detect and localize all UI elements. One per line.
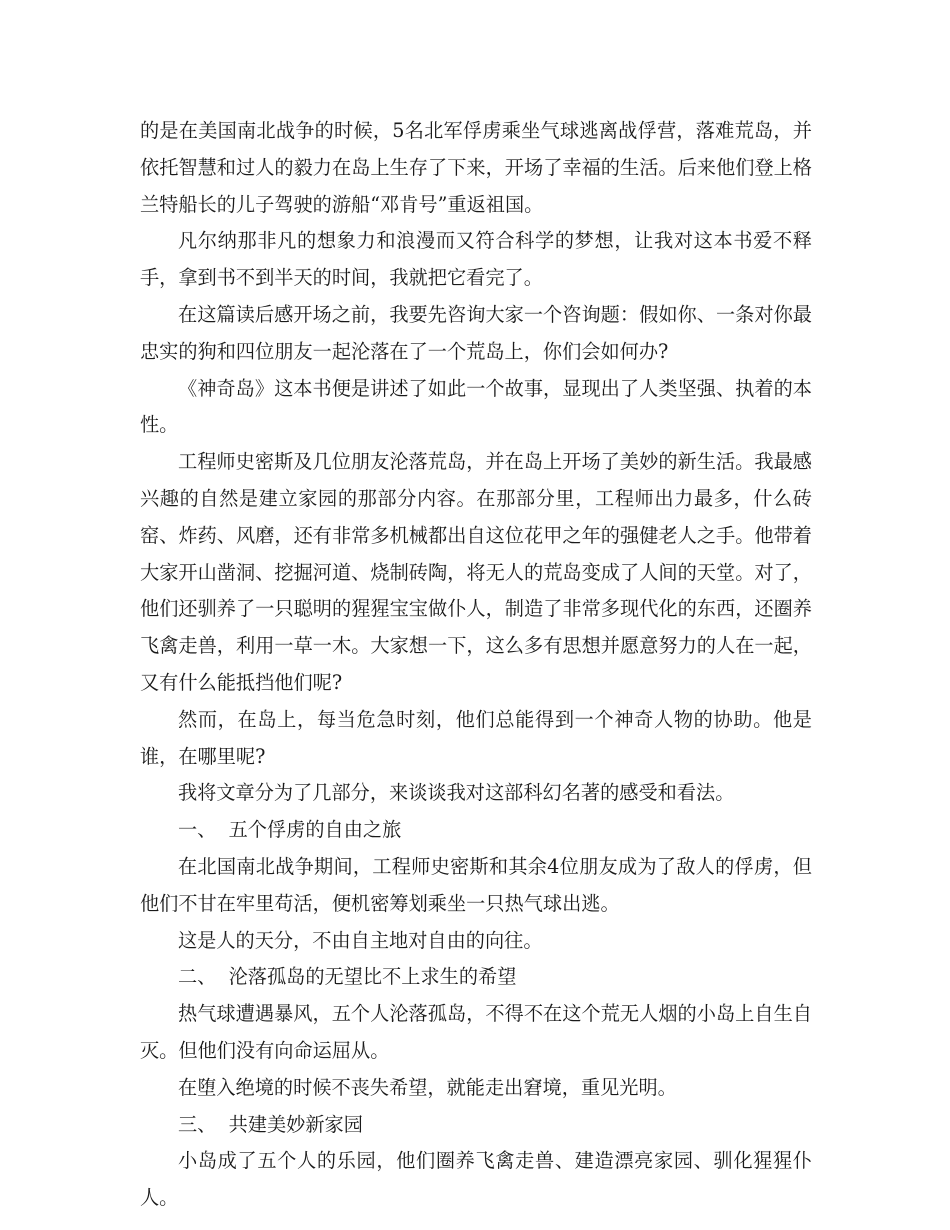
paragraph: 在堕入绝境的时候不丧失希望，就能走出窘境，重见光明。 <box>178 1075 677 1099</box>
paragraph: 然而，在岛上，每当危急时刻，他们总能得到一个神奇人物的协助。他是谁，在哪里呢? <box>140 707 812 768</box>
paragraph: 工程师史密斯及几位朋友沦落荒岛，并在岛上开场了美妙的新生活。我最感兴趣的自然是建立家园的那部分内容。在那部分里，工程师出力最多，什么砖窑、炸药、风磨，还有非常多机械都出自这位花甲之年的强健老人之手。他带着大家开山凿洞、挖掘河道、烧制砖陶，将无人的荒岛变成了人间的天堂。对了，他们还驯养了一只聪明的猩猩宝宝做仆人，制造了非常多现代化的东西，还圈养飞禽走兽，利用一草一木。大家想一下，这么多有思想并愿意努力的人在一起，又有什么能抵挡他们呢? <box>140 450 812 694</box>
paragraph: 我将文章分为了几部分，来谈谈我对这部科幻名著的感受和看法。 <box>178 781 735 805</box>
section-heading: 二、 沦落孤岛的无望比不上求生的希望 <box>178 965 517 989</box>
section-heading: 三、 共建美妙新家园 <box>178 1112 363 1136</box>
document-body <box>140 113 812 1217</box>
paragraph: 在北国南北战争期间，工程师史密斯和其余4位朋友成为了敌人的俘虏，但他们不甘在牢里苟活，便机密筹划乘坐一只热气球出逃。 <box>140 854 812 915</box>
paragraph: 的是在美国南北战争的时候，5名北军俘虏乘坐气球逃离战俘营，落难荒岛，并依托智慧和过人的毅力在岛上生存了下来，开场了幸福的生活。后来他们登上格兰特船长的儿子驾驶的游船“邓肯号”重返祖国。 <box>140 119 812 216</box>
paragraph: 凡尔纳那非凡的想象力和浪漫而又符合科学的梦想，让我对这本书爱不释手，拿到书不到半天的时间，我就把它看完了。 <box>140 229 812 290</box>
paragraph: 这是人的天分，不由自主地对自由的向往。 <box>178 928 543 952</box>
paragraph: 小岛成了五个人的乐园，他们圈养飞禽走兽、建造漂亮家园、驯化猩猩仆人。 <box>140 1149 812 1210</box>
paragraph: 《神奇岛》这本书便是讲述了如此一个故事，显现出了人类坚强、执着的本性。 <box>140 376 812 437</box>
paragraph: 在这篇读后感开场之前，我要先咨询大家一个咨询题：假如你、一条对你最忠实的狗和四位朋友一起沦落在了一个荒岛上，你们会如何办? <box>140 302 812 363</box>
paragraph: 热气球遭遇暴风，五个人沦落孤岛，不得不在这个荒无人烟的小岛上自生自灭。但他们没有向命运屈从。 <box>140 1002 812 1062</box>
section-heading: 一、 五个俘虏的自由之旅 <box>178 818 402 842</box>
